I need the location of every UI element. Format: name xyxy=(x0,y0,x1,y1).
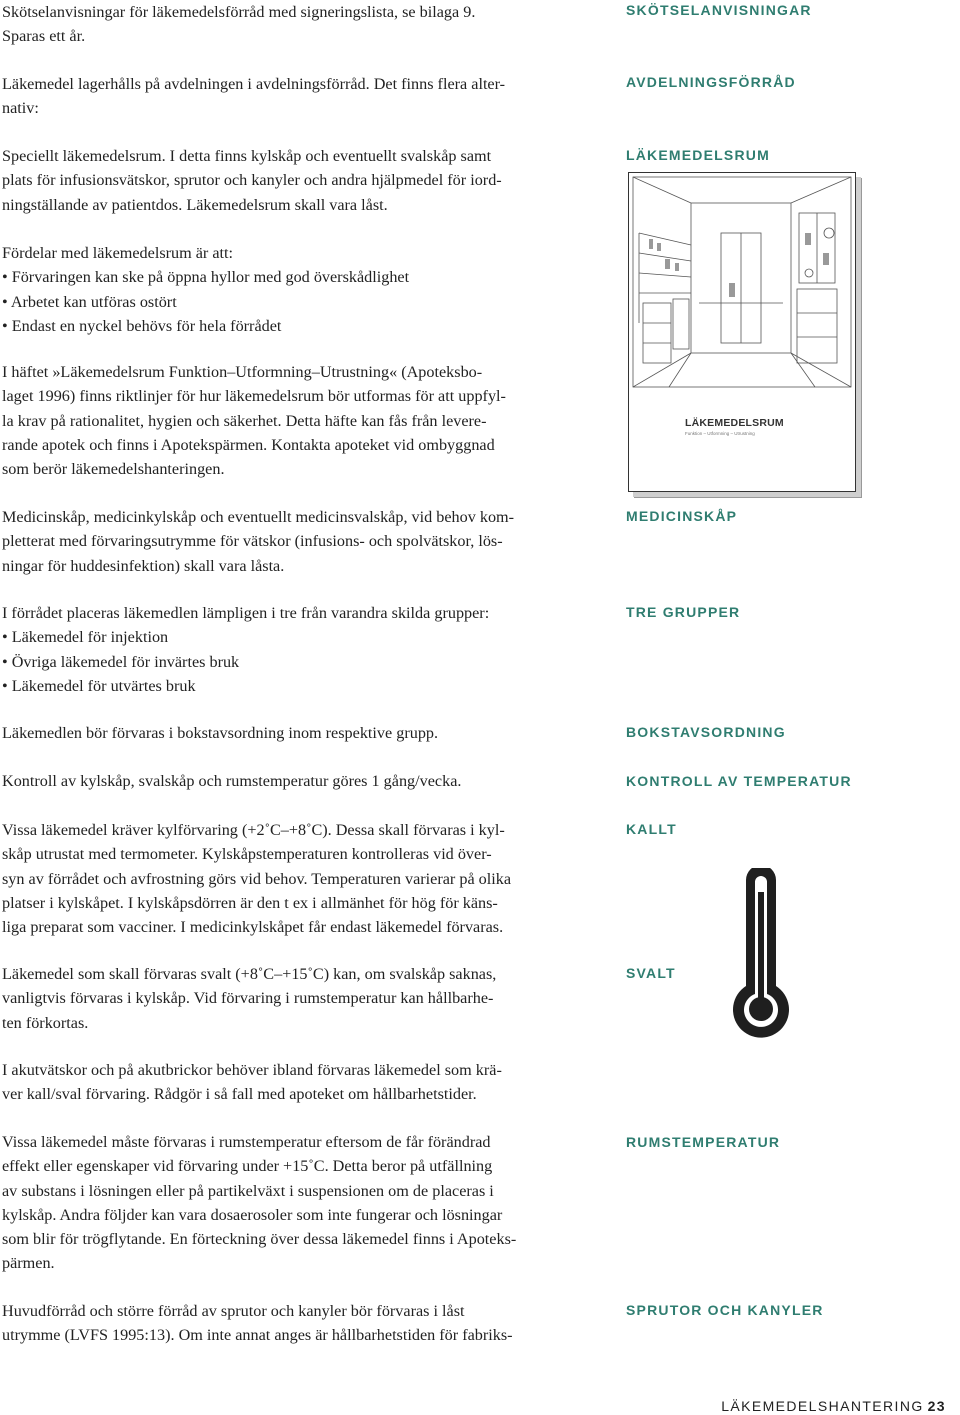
page-number: 23 xyxy=(927,1398,946,1414)
heading-medicinskap: MEDICINSKÅP xyxy=(626,508,738,524)
thermometer-icon xyxy=(726,868,796,1048)
text-line: ver kall/sval förvaring. Rådgör i så fall med apoteket om hållbarhetstider. xyxy=(2,1085,477,1104)
text-line: syn av förrådet och avfrostning görs vid behov. Temperaturen varierar på olika xyxy=(2,869,512,888)
list-item: • Endast en nyckel behövs för hela förrådet xyxy=(2,316,282,335)
text-line: Vissa läkemedel måste förvaras i rumstemperatur eftersom de får förändrad xyxy=(2,1133,491,1151)
text-line: av substans i lösningen eller på partikelväxt i suspensionen om de placeras i xyxy=(2,1181,494,1200)
text-line: Läkemedlen bör förvaras i bokstavsordning inom respektive grupp. xyxy=(2,724,439,742)
text-line: ningar för huddesinfektion) skall vara låsta. xyxy=(2,556,285,575)
heading-lakemedelsrum: LÄKEMEDELSRUM xyxy=(626,147,770,163)
text-line: Medicinskåp, medicinkylskåp och eventuellt medicinsvalskåp, vid behov kom- xyxy=(2,508,515,526)
paragraph-skotselanvisningar xyxy=(2,0,594,49)
paragraph-sprutor xyxy=(2,1299,594,1348)
paragraph-medicinskap xyxy=(2,505,594,578)
list-item: • Förvaringen kan ske på öppna hyllor med god överskådlighet xyxy=(2,268,410,287)
heading-svalt: SVALT xyxy=(626,965,676,981)
heading-rumstemperatur: RUMSTEMPERATUR xyxy=(626,1134,781,1150)
text-line: liga preparat som vacciner. I medicinkylskåpet får endast läkemedel förvaras. xyxy=(2,918,504,937)
heading-avdelningsforrad: AVDELNINGSFÖRRÅD xyxy=(626,74,796,90)
text-line: I häftet »Läkemedelsrum Funktion–Utformning–Utrustning« (Apoteksbo- xyxy=(2,363,483,381)
text-line: Fördelar med läkemedelsrum är att: xyxy=(2,244,234,262)
text-line: laget 1996) finns riktlinjer för hur läkemedelsrum bör utformas för att uppfyl- xyxy=(2,387,506,406)
booklet-cover-illustration xyxy=(628,172,856,492)
heading-sprutor-och-kanyler: SPRUTOR OCH KANYLER xyxy=(626,1302,824,1318)
text-line: pletterat med förvaringsutrymme för vätskor (infusions- och spolvätskor, lös- xyxy=(2,532,503,551)
text-line: I förrådet placeras läkemedlen lämpligen i tre från varandra skilda grupper: xyxy=(2,604,490,622)
figure-title: LÄKEMEDELSRUM xyxy=(685,417,784,429)
text-line: Läkemedel lagerhålls på avdelningen i avdelningsförråd. Det finns flera alter- xyxy=(2,75,506,93)
paragraph-svalt xyxy=(2,962,594,1035)
text-line: ten förkortas. xyxy=(2,1013,89,1032)
text-line: som berör läkemedelshanteringen. xyxy=(2,460,225,479)
heading-kallt: KALLT xyxy=(626,821,677,837)
heading-bokstavsordning: BOKSTAVSORDNING xyxy=(626,724,786,740)
text-line: Skötselanvisningar för läkemedelsförråd med signeringslista, se bilaga 9. xyxy=(2,3,476,21)
text-line: vanligtvis förvaras i kylskåp. Vid förvaring i rumstemperatur kan hållbarhe- xyxy=(2,989,494,1008)
heading-kontroll-av-temperatur: KONTROLL AV TEMPERATUR xyxy=(626,773,852,789)
text-line: Läkemedel som skall förvaras svalt (+8˚C–+15˚C) kan, om svalskåp saknas, xyxy=(2,965,497,983)
room-drawing xyxy=(629,173,855,491)
text-line: la krav på rationalitet, hygien och säkerhet. Detta häfte kan fås från levere- xyxy=(2,411,487,430)
text-line: Huvudförråd och större förråd av sprutor och kanyler bör förvaras i låst xyxy=(2,1302,465,1320)
heading-skotselanvisningar: SKÖTSELANVISNINGAR xyxy=(626,2,812,18)
paragraph-avdelningsforrad xyxy=(2,72,594,121)
heading-tre-grupper: TRE GRUPPER xyxy=(626,604,741,620)
paragraph-lakemedelsrum xyxy=(2,144,594,217)
text-line: platser i kylskåpet. I kylskåpsdörren är den t ex i allmänhet för hög för käns- xyxy=(2,893,498,912)
text-line: nativ: xyxy=(2,99,39,118)
figure-subtitle: Funktion – Utformning – Utrustning xyxy=(685,431,755,436)
text-line: I akutvätskor och på akutbrickor behöver ibland förvaras läkemedel som krä- xyxy=(2,1061,502,1079)
list-item: • Övriga läkemedel för invärtes bruk xyxy=(2,652,240,671)
text-line: Speciellt läkemedelsrum. I detta finns kylskåp och eventuellt svalskåp samt xyxy=(2,147,492,165)
list-item: • Läkemedel för injektion xyxy=(2,628,169,647)
text-line: Vissa läkemedel kräver kylförvaring (+2˚C–+8˚C). Dessa skall förvaras i kyl- xyxy=(2,821,505,839)
paragraph-bokstavsordning xyxy=(2,721,594,745)
page-footer xyxy=(721,1398,946,1414)
text-line: effekt eller egenskaper vid förvaring under +15˚C. Detta beror på utfällning xyxy=(2,1157,493,1176)
text-line: skåp utrustat med termometer. Kylskåpstemperaturen kontrolleras vid över- xyxy=(2,845,492,864)
paragraph-fordelar xyxy=(2,241,594,338)
paragraph-kontroll xyxy=(2,769,594,793)
paragraph-akutvatskor xyxy=(2,1058,594,1107)
list-item: • Arbetet kan utföras ostört xyxy=(2,292,177,311)
list-item: • Läkemedel för utvärtes bruk xyxy=(2,676,196,695)
text-line: ningställande av patientdos. Läkemedelsrum skall vara låst. xyxy=(2,195,388,214)
text-line: som blir för trögflytande. En förteckning över dessa läkemedel finns i Apoteks- xyxy=(2,1230,517,1249)
text-line: Kontroll av kylskåp, svalskåp och rumstemperatur göres 1 gång/vecka. xyxy=(2,772,462,790)
text-line: pärmen. xyxy=(2,1254,55,1273)
paragraph-haftet xyxy=(2,360,594,481)
paragraph-rumstemperatur xyxy=(2,1130,594,1276)
text-line: plats för infusionsvätskor, sprutor och kanyler och andra hjälpmedel för iord- xyxy=(2,171,502,190)
text-line: utrymme (LVFS 1995:13). Om inte annat anges är hållbarhetstiden för fabriks- xyxy=(2,1326,513,1345)
text-line: Sparas ett år. xyxy=(2,27,86,46)
paragraph-tre-grupper xyxy=(2,601,594,698)
text-line: kylskåp. Andra följder kan vara dosaerosoler som inte fungerar och lösningar xyxy=(2,1205,503,1224)
text-line: rande apotek och finns i Apotekspärmen. Kontakta apoteket vid ombyggnad xyxy=(2,435,495,454)
footer-section: LÄKEMEDELSHANTERING xyxy=(721,1398,924,1414)
paragraph-kallt xyxy=(2,818,594,939)
